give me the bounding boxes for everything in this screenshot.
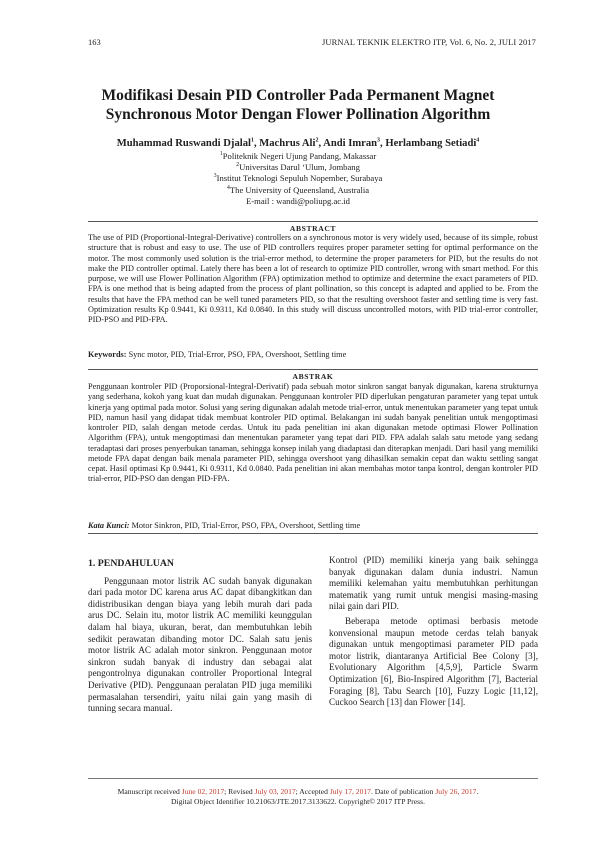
abstrak-bottom-rule [88,533,538,534]
right-column [329,555,538,709]
revised-label: ; Revised [224,787,255,796]
affil-text: Universitas Darul ‘Ulum, Jombang [239,162,360,173]
affil-number: 2 [236,162,240,169]
abstract-rule [88,221,538,222]
keywords-label: Keywords: [88,350,127,359]
kata-kunci-text: Motor Sinkron, PID, Trial-Error, PSO, FPA, Overshoot, Settling time [129,521,361,530]
footer-period: . [476,787,479,796]
published-label: . Date of publication [370,787,436,796]
section-heading: 1. PENDAHULUAN [88,558,174,569]
abstrak-text: Penggunaan kontroler PID (Proporsional-Integral-Derivatif) pada sebuah motor sinkron sangat banyak digunakan, karena strukturnya yang sederhana, kokoh yang kuat dan mudah digunakan. Penggunaan kontroler PID diperlukan pengaturan parameter yang tepat untuk kinerja yang optimal pada motor. Solusi yang sering digunakan adalah metode trial-error, untuk menentukan parameter yang tepat untuk PID, namun hasil yang didapat tidak membuat kontroler PID optimal. Belakangan ini sudah banyak penelitian untuk mengoptimasi kontroler PID, salah dengan metode cerdas. Untuk itu pada penelitian ini akan digunakan metode optimasi Flower Pollination Algorithm (FPA), untuk mengoptimasi dan menentukan parameter yang tepat dari PID. FPA adalah salah satu metode yang sedang teradaptasi dari proses penyerbukan tanaman, sehingga konsep inilah yang diadaptasi dan diterapkan menjadi. Dari hasil yang memiliki metode FPA dapat dengan baik menala parameter PID, sehingga overshoot yang dihasilkan semakin cepat dan waktu settling sangat cepat. Hasil optimasi Kp 0.9441, Ki 0.9311, Kd 0.0840. Pada penelitian ini akan membahas motor tanpa kontrol, dengan kontroler PID trial-error, PID-PSO dan dengan PID-FPA. [88,382,538,484]
affil-number: 1 [219,151,223,158]
page-number: 163 [88,37,101,47]
affil-text: The University of Queensland, Australia [229,184,370,195]
abstract-text: The use of PID (Proportional-Integral-Derivative) controllers on a synchronous motor is very widely used, because of its simple, robust structure that is robust and easy to use. The use of PID controllers requires proper parameter setting for optimal performance on the motor. The most commonly used solution is the trial-error method, to determine the proper parameters for PID, but the results do not make the PID controller optimal. Lately there has been a lot of research to optimize PID controller, wrong with smart method. For this purpose, we will use Flower Pollination Algorithm (FPA) optimization method to optimize and determine the exact parameters of PID. FPA is one method that is being adapted from the process of plant pollination, so this concept is adapted and applied to be. From the results that have the FPA method can be well tuned parameters PID, so that the resulting overshoot faster and settling time is very fast. Optimization results Kp 0.9441, Ki 0.9311, Kd 0.0840. In this study will discuss uncontrolled motors, with PID trial-error controller, PID-PSO and PID-FPA. [88,233,538,324]
author-list [70,138,526,149]
left-column [88,558,312,715]
title-line-1: Modifikasi Desain PID Controller Pada Permanent Magnet [101,87,495,104]
kata-kunci-label: Kata Kunci: [88,521,130,530]
affil-text: Politeknik Negeri Ujung Pandang, Makassar [222,151,377,161]
kata-kunci [88,521,538,531]
body-paragraph: Kontrol (PID) memiliki kinerja yang baik sehingga banyak digunakan dalam dunia industri. Namun memiliki kelemahan yaitu membutuhkan perhitungan matematik yang rumit untuk mengisi masing-masing nilai gain dari PID. [329,555,538,612]
abstrak-heading: ABSTRAK [292,372,334,381]
manuscript-dates [70,787,526,796]
author-separator: , [318,138,324,149]
author-affil-mark: 4 [476,137,480,144]
author-name: Andi Imran [323,138,378,149]
abstrak-rule [88,369,538,370]
received-date: June 02, 2017 [181,787,225,796]
keywords [88,350,538,360]
journal-header: JURNAL TEKNIK ELEKTRO ITP, Vol. 6, No. 2, JULI 2017 [322,37,536,47]
footer-rule [88,778,538,779]
doi-line: Digital Object Identifier 10.21063/JTE.2017.3133622. Copyright© 2017 ITP Press. [171,797,425,806]
title-line-2: Synchronous Motor Dengan Flower Pollination Algorithm [105,106,491,123]
author-affil-mark: 2 [315,137,319,144]
accepted-date: July 17, 2017 [329,787,371,796]
body-paragraph: Beberapa metode optimasi berbasis metode konvensional maupun metode cerdas telah banyak digunakan untuk mengoptimasi parameter PID pada motor listrik, diantaranya Artificial Bee Colony [3], Evolutionary Algorithm [4,5,9], Particle Swarm Optimization [6], Bio-Inspired Algorithm [7], Bacterial Foraging [8], Tabu Search [10], Fuzzy Logic [11,12], Cuckoo Search [13] dan Flower [14]. [329,615,538,708]
affiliation [70,162,526,173]
affiliation [70,151,526,162]
received-label: Manuscript received [117,787,182,796]
body-paragraph: Penggunaan motor listrik AC sudah banyak digunakan dari pada motor DC karena arus AC dapat dibangkitkan dan didistribusikan dengan biaya yang lebih murah dari pada arus DC. Selain itu, motor listrik AC memiliki keunggulan dalam hal biaya, ukuran, berat, dan membutuhkan lebih sedikit perawatan dibanding motor DC. Salah satu jenis motor listrik AC adalah motor sinkron. Penggunaan motor sinkron sudah banyak di industry dan sebagai alat pengontrolnya digunakan controller Proportional Integral Derivative (PID). Penggunaan peralatan PID juga memiliki permasalahan tersendiri, yaitu nilai gain yang masih di tunning secara manual. [88,575,312,714]
abstract-heading: ABSTRACT [289,224,337,233]
keywords-text: Sync motor, PID, Trial-Error, PSO, FPA, Overshoot, Settling time [126,350,347,359]
author-separator: , [253,138,260,149]
affiliation-list [70,151,526,207]
accepted-label: ; Accepted [295,787,330,796]
affiliation [70,173,526,184]
revised-date: July 03, 2017 [254,787,296,796]
affiliation [70,185,526,196]
author-email: E-mail : wandi@poliupg.ac.id [246,195,350,206]
author-separator: , [380,138,386,149]
paper-title [70,86,526,124]
affil-text: Institut Teknologi Sepuluh Nopember, Surabaya [216,173,383,184]
author-name: Muhammad Ruswandi Djalal [116,138,251,149]
affil-number: 3 [213,173,217,180]
published-date: July 26, 2017 [435,787,477,796]
author-name: Machrus Ali [259,138,316,149]
author-name: Herlambang Setiadi [385,138,477,149]
author-affil-mark: 3 [377,137,381,144]
author-affil-mark: 1 [250,137,254,144]
affil-number: 4 [226,184,230,191]
